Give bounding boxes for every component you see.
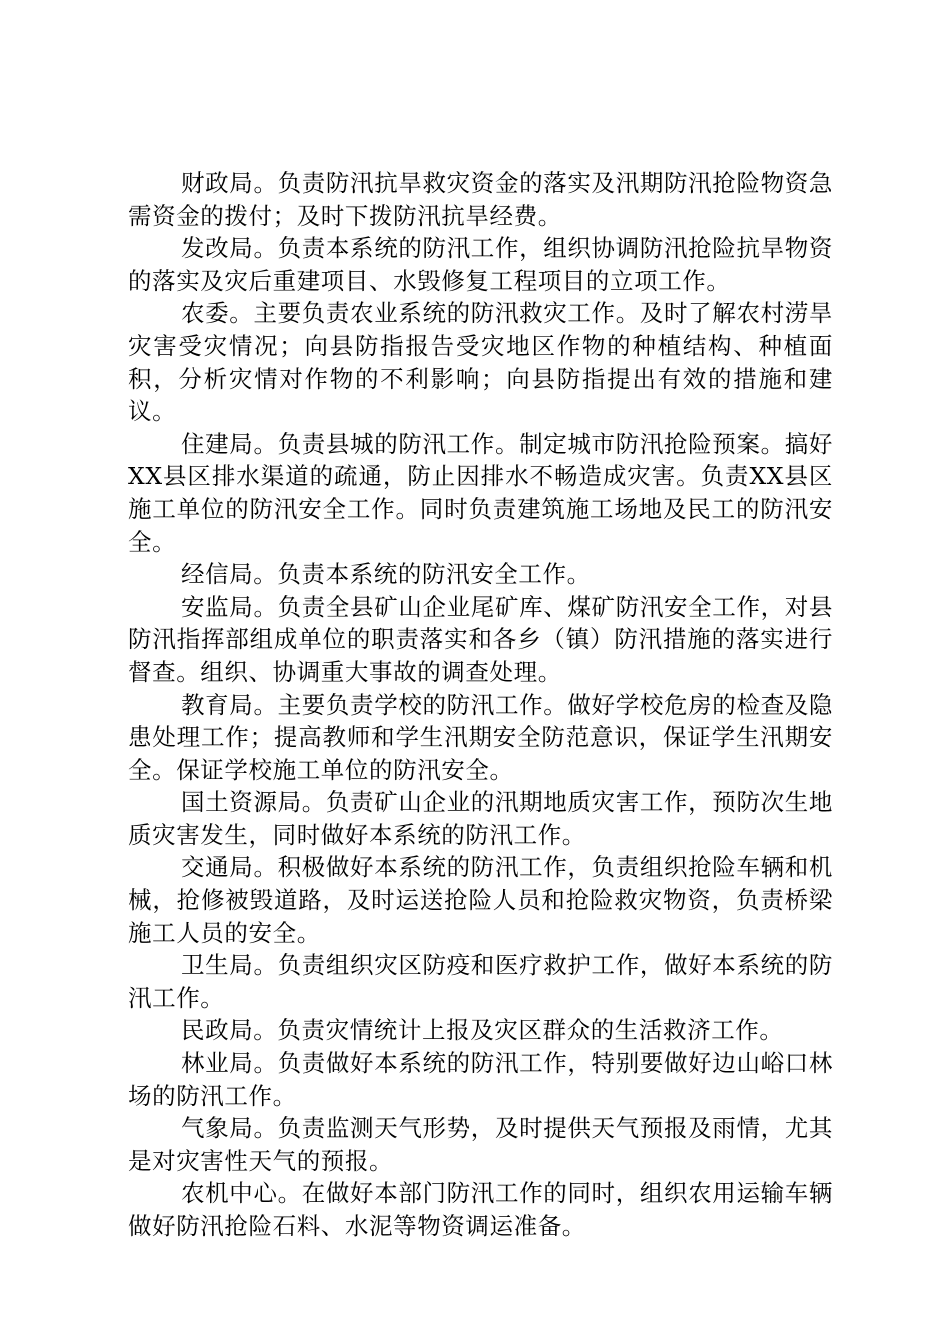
paragraph-safety-supervision-bureau: 安监局。负责全县矿山企业尾矿库、煤矿防汛安全工作，对县防汛指挥部组成单位的职责落实和各乡（镇）防汛措施的落实进行督查。组织、协调重大事故的调查处理。 bbox=[128, 592, 833, 686]
paragraph-agricultural-machinery-center: 农机中心。在做好本部门防汛工作的同时，组织农用运输车辆做好防汛抢险石料、水泥等物资调运准备。 bbox=[128, 1179, 833, 1240]
paragraph-forestry-bureau: 林业局。负责做好本系统的防汛工作，特别要做好边山峪口林场的防汛工作。 bbox=[128, 1049, 833, 1110]
paragraph-finance-bureau: 财政局。负责防汛抗旱救灾资金的落实及汛期防汛抢险物资急需资金的拨付；及时下拨防汛抗旱经费。 bbox=[128, 169, 833, 230]
paragraph-meteorological-bureau: 气象局。负责监测天气形势，及时提供天气预报及雨情，尤其是对灾害性天气的预报。 bbox=[128, 1114, 833, 1175]
paragraph-education-bureau: 教育局。主要负责学校的防汛工作。做好学校危房的检查及隐患处理工作；提高教师和学生汛期安全防范意识，保证学生汛期安全。保证学校施工单位的防汛安全。 bbox=[128, 690, 833, 784]
document-body bbox=[128, 167, 833, 1243]
paragraph-land-resources-bureau: 国土资源局。负责矿山企业的汛期地质灾害工作，预防次生地质灾害发生，同时做好本系统的防汛工作。 bbox=[128, 788, 833, 849]
paragraph-housing-construction-bureau: 住建局。负责县城的防汛工作。制定城市防汛抢险预案。搞好XX县区排水渠道的疏通，防止因排水不畅造成灾害。负责XX县区施工单位的防汛安全工作。同时负责建筑施工场地及民工的防汛安全。 bbox=[128, 429, 833, 556]
paragraph-civil-affairs-bureau: 民政局。负责灾情统计上报及灾区群众的生活救济工作。 bbox=[181, 1016, 784, 1045]
paragraph-economy-information-bureau: 经信局。负责本系统的防汛安全工作。 bbox=[181, 560, 591, 589]
paragraph-development-reform-bureau: 发改局。负责本系统的防汛工作，组织协调防汛抢险抗旱物资的落实及灾后重建项目、水毁修复工程项目的立项工作。 bbox=[128, 234, 833, 295]
paragraph-health-bureau: 卫生局。负责组织灾区防疫和医疗救护工作，做好本系统的防汛工作。 bbox=[128, 951, 833, 1012]
paragraph-transport-bureau: 交通局。积极做好本系统的防汛工作，负责组织抢险车辆和机械，抢修被毁道路，及时运送抢险人员和抢险救灾物资，负责桥梁施工人员的安全。 bbox=[128, 853, 833, 947]
paragraph-agriculture-committee: 农委。主要负责农业系统的防汛救灾工作。及时了解农村涝旱灾害受灾情况；向县防指报告受灾地区作物的种植结构、种植面积，分析灾情对作物的不利影响；向县防指提出有效的措施和建议。 bbox=[128, 299, 833, 426]
